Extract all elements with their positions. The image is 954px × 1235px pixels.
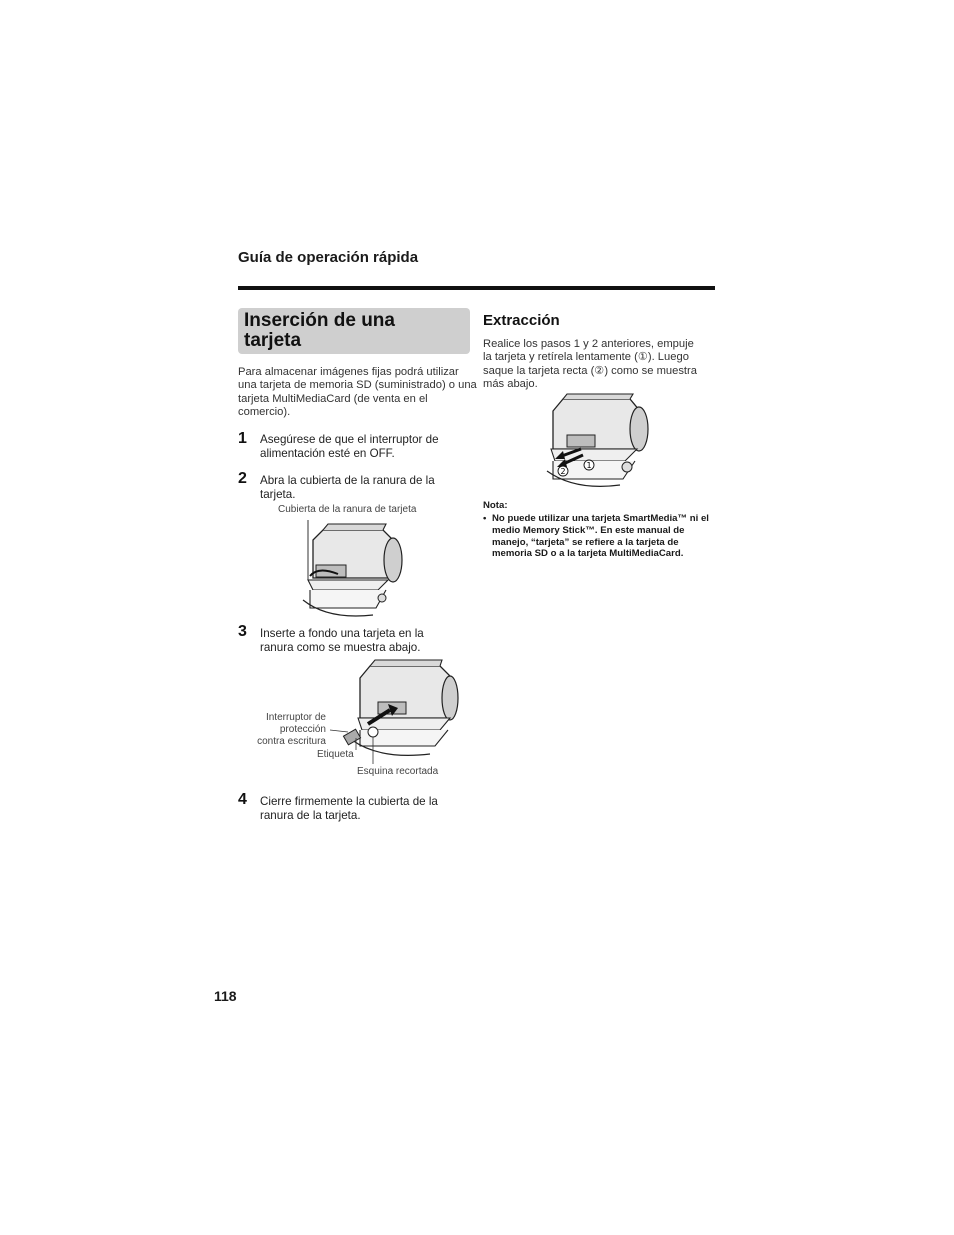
header-rule bbox=[238, 286, 715, 290]
page-number: 118 bbox=[214, 988, 237, 1004]
removal-heading: Extracción bbox=[483, 312, 560, 329]
note-title: Nota: bbox=[483, 500, 508, 511]
page-title bbox=[238, 308, 470, 354]
removal-line-1: Realice los pasos 1 y 2 anteriores, empuje bbox=[483, 338, 694, 350]
step-3-text bbox=[260, 627, 460, 655]
note-bullet: • bbox=[483, 513, 487, 524]
step-2-line-2: tarjeta. bbox=[260, 488, 296, 501]
step-1-line-2: alimentación esté en OFF. bbox=[260, 447, 395, 460]
step-2-number: 2 bbox=[238, 470, 247, 487]
cut-corner-caption: Esquina recortada bbox=[357, 766, 439, 777]
card-label-caption: Etiqueta bbox=[317, 749, 354, 760]
step-4-number: 4 bbox=[238, 791, 247, 808]
step-3-line-1: Inserte a fondo una tarjeta en la bbox=[260, 627, 424, 640]
removal-line-4: más abajo. bbox=[483, 378, 538, 391]
step-3-number: 3 bbox=[238, 623, 247, 640]
title-line-2: tarjeta bbox=[244, 330, 302, 351]
removal-line-3: saque la tarjeta recta (②) como se muestra bbox=[483, 364, 697, 377]
step-4-line-2: ranura de la tarjeta. bbox=[260, 809, 361, 822]
step-2-line-1: Abra la cubierta de la ranura de la bbox=[260, 474, 435, 487]
note-text: No puede utilizar una tarjeta SmartMedia™ ni el medio Memory Stick™. En este manual de manejo, “tarjeta” se refiere a la tarjeta de memoria SD o a la tarjeta MultiMediaCard. bbox=[492, 513, 709, 560]
write-protect-switch-label bbox=[238, 712, 326, 748]
title-line-1: Inserción de una bbox=[244, 310, 395, 331]
step-1-line-1: Asegúrese de que el interruptor de bbox=[260, 433, 439, 446]
step-3-line-2: ranura como se muestra abajo. bbox=[260, 641, 421, 654]
switch-label-line-1: Interruptor de bbox=[265, 712, 326, 723]
step-4-text bbox=[260, 795, 460, 823]
camcorder-remove-card-illustration bbox=[545, 393, 655, 493]
section-header: Guía de operación rápida bbox=[238, 249, 419, 266]
step-2-text bbox=[260, 474, 460, 502]
step-4-line-1: Cierre firmemente la cubierta de la bbox=[260, 795, 438, 808]
intro-paragraph: Para almacenar imágenes fijas podrá utilizar una tarjeta de memoria SD (suministrado) o una tarjeta MultiMediaCard (de venta en el comercio). bbox=[238, 366, 477, 419]
step-1-number: 1 bbox=[238, 430, 247, 447]
removal-paragraph bbox=[483, 338, 723, 392]
step-1-text bbox=[260, 433, 460, 461]
switch-label-line-3: contra escritura bbox=[257, 736, 326, 747]
camcorder-cover-open-illustration bbox=[298, 520, 408, 625]
note-item bbox=[483, 513, 718, 560]
fig2-caption: Cubierta de la ranura de tarjeta bbox=[278, 504, 417, 515]
removal-step-2-marker: 2 bbox=[560, 467, 566, 476]
removal-line-2: la tarjeta y retírela lentamente (①). Luego bbox=[483, 351, 689, 364]
removal-step-1-marker: 1 bbox=[586, 461, 592, 470]
switch-label-line-2: protección bbox=[279, 724, 326, 735]
